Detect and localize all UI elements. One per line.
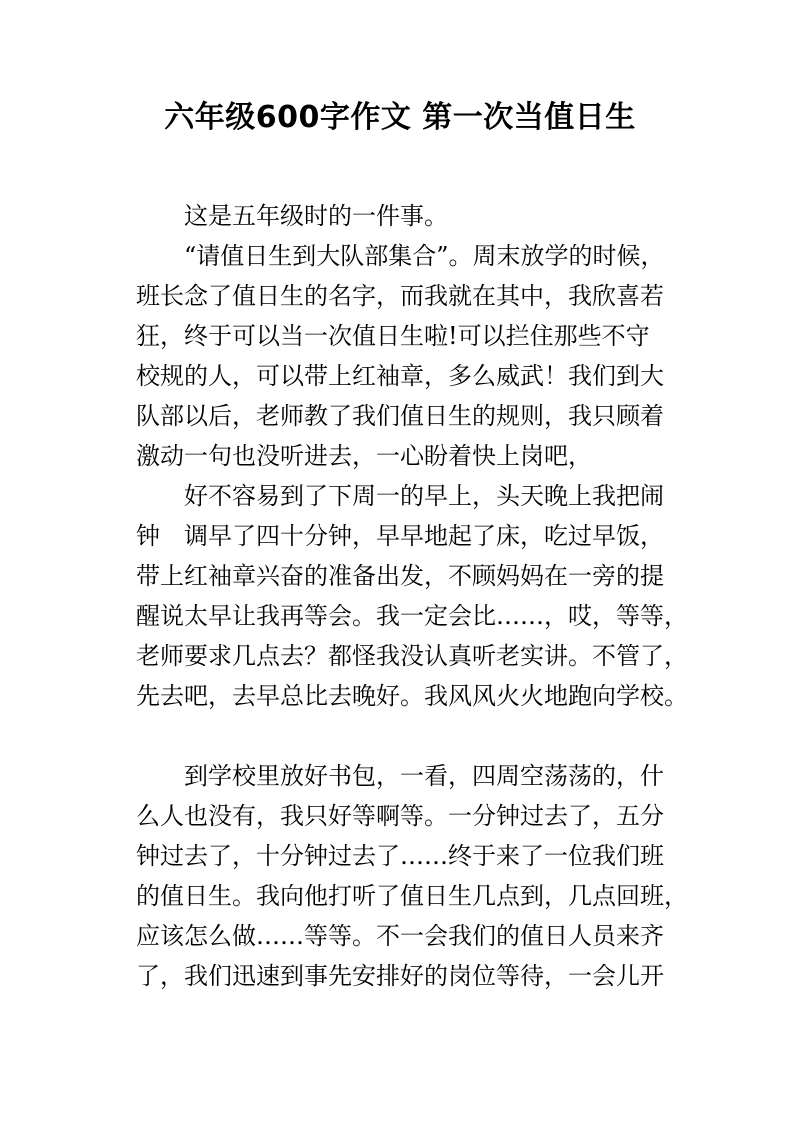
paragraph-line: 校规的人，可以带上红袖章，多么威武！我们到大 <box>136 362 664 390</box>
paragraph-line: “请值日生到大队部集合”。周末放学的时候， <box>184 242 665 270</box>
document-title: 六年级600字作文 第一次当值日生 <box>164 100 636 135</box>
paragraph-line: 老师要求几点去？都怪我没认真听老实讲。不管了， <box>136 642 688 670</box>
line-prefix: 钟 <box>136 522 160 550</box>
paragraph-line: 应该怎么做……等等。不一会我们的值日人员来齐 <box>136 922 664 950</box>
paragraph-line: 了，我们迅速到事先安排好的岗位等待，一会儿开 <box>136 962 664 990</box>
paragraph-gap <box>136 716 676 756</box>
paragraph-line: 的值日生。我向他打听了值日生几点到，几点回班， <box>136 882 688 910</box>
paragraph-line: 先去吧，去早总比去晚好。我风风火火地跑向学校。 <box>136 682 688 710</box>
paragraph-line: 狂，终于可以当一次值日生啦!可以拦住那些不守 <box>136 322 650 350</box>
paragraph-3 <box>136 476 688 716</box>
paragraph-4 <box>136 756 688 996</box>
paragraph-line: 么人也没有，我只好等啊等。一分钟过去了，五分 <box>136 802 664 830</box>
paragraph-line: 好不容易到了下周一的早上，头天晚上我把闹 <box>184 482 664 510</box>
paragraph-line: 带上红袖章兴奋的准备出发，不顾妈妈在一旁的提 <box>136 562 664 590</box>
paragraph-1 <box>136 196 676 236</box>
paragraph-line: 激动一句也没听进去，一心盼着快上岗吧， <box>136 442 592 470</box>
paragraph-line: 队部以后，老师教了我们值日生的规则，我只顾着 <box>136 402 664 430</box>
paragraph-line: 班长念了值日生的名字，而我就在其中，我欣喜若 <box>136 282 664 310</box>
document-body <box>136 196 688 996</box>
paragraph-line <box>136 516 676 556</box>
paragraph-2 <box>136 236 676 476</box>
paragraph-line: 醒说太早让我再等会。我一定会比……，哎，等等， <box>136 602 688 630</box>
paragraph-line: 钟过去了，十分钟过去了……终于来了一位我们班 <box>136 842 664 870</box>
paragraph-line: 这是五年级时的一件事。 <box>184 202 448 230</box>
paragraph-line: 到学校里放好书包，一看，四周空荡荡的，什 <box>184 762 664 790</box>
line-rest: 调早了四十分钟，早早地起了床，吃过早饭， <box>184 522 664 550</box>
